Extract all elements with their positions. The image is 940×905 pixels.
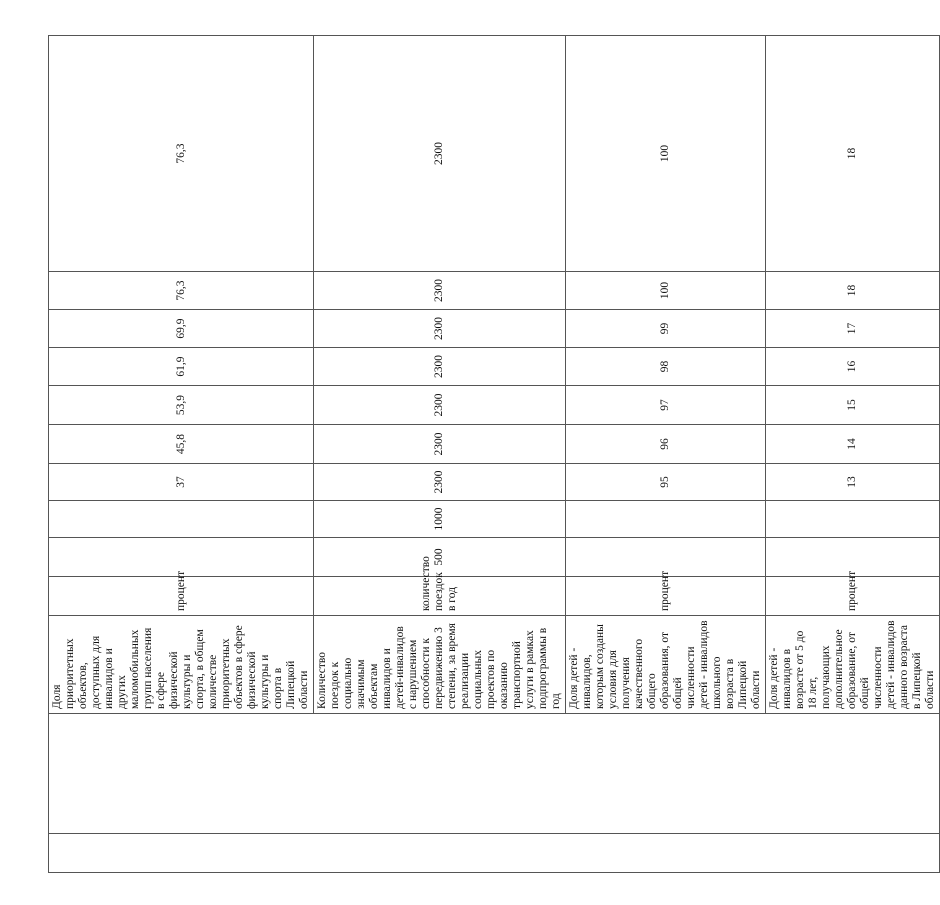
value-cell: [566, 501, 766, 538]
value-cell: 13: [766, 464, 940, 501]
value-cell: 96: [566, 425, 766, 464]
value-cell: 2300: [314, 272, 566, 310]
value-cell: 100: [566, 272, 766, 310]
indicator-unit: количество поездок в год: [314, 577, 566, 616]
indicators-table: [48, 35, 940, 873]
value-cell: 2300: [314, 348, 566, 386]
value-cell: 1000: [314, 501, 566, 538]
indicator-name: Доля приоритетных объектов, доступных для инвалидов и других маломобильных групп населения в сфере физической культуры и спорта, в общем количестве приоритетных объектов в сфере физической культуры и спорта в Липецкой области: [49, 616, 314, 714]
value-cell: 2300: [314, 425, 566, 464]
indicator-name: Доля детей - инвалидов в возрасте от 5 до 18 лет, получающих дополнительное образование, от общей численности детей - инвалидов данного возраста в Липецкой области: [766, 616, 940, 714]
value-cell: 45,8: [49, 425, 314, 464]
value-cell: 61,9: [49, 348, 314, 386]
blank-cell: [49, 714, 940, 834]
value-cell: [766, 501, 940, 538]
row-number-cell: [49, 834, 940, 873]
value-cell: 100: [566, 36, 766, 272]
value-cell: 99: [566, 310, 766, 348]
value-cell: 98: [566, 348, 766, 386]
value-cell: 500: [314, 538, 566, 577]
value-cell: 18: [766, 272, 940, 310]
value-cell: 2300: [314, 464, 566, 501]
indicator-unit: процент: [766, 577, 940, 616]
value-cell: 15: [766, 386, 940, 425]
value-cell: 2300: [314, 386, 566, 425]
value-cell: 97: [566, 386, 766, 425]
value-cell: 69,9: [49, 310, 314, 348]
value-cell: 17: [766, 310, 940, 348]
indicators-body: [49, 36, 940, 873]
value-cell: 2300: [314, 36, 566, 272]
value-cell: 76,3: [49, 272, 314, 310]
table-row: [49, 36, 314, 873]
value-cell: 18: [766, 36, 940, 272]
indicator-unit: процент: [49, 577, 314, 616]
value-cell: 14: [766, 425, 940, 464]
value-cell: 16: [766, 348, 940, 386]
value-cell: 2300: [314, 310, 566, 348]
value-cell: 53,9: [49, 386, 314, 425]
value-cell: 37: [49, 464, 314, 501]
indicator-name: Доля детей - инвалидов, которым созданы условия для получения качественного общего образования, от общей численности детей - инвалидов школьного возраста в Липецкой области: [566, 616, 766, 714]
value-cell: [49, 501, 314, 538]
page-content: [48, 36, 936, 873]
indicator-name: Количество поездок к социально значимым объектам инвалидов и детей-инвалидов с нарушением способности к передвижению 3 степени, за время реализации социальных проектов по оказанию транспортной услуги в рамках подпрограммы в год: [314, 616, 566, 714]
rotated-page: [48, 36, 936, 873]
value-cell: 76,3: [49, 36, 314, 272]
value-cell: 95: [566, 464, 766, 501]
indicator-unit: процент: [566, 577, 766, 616]
